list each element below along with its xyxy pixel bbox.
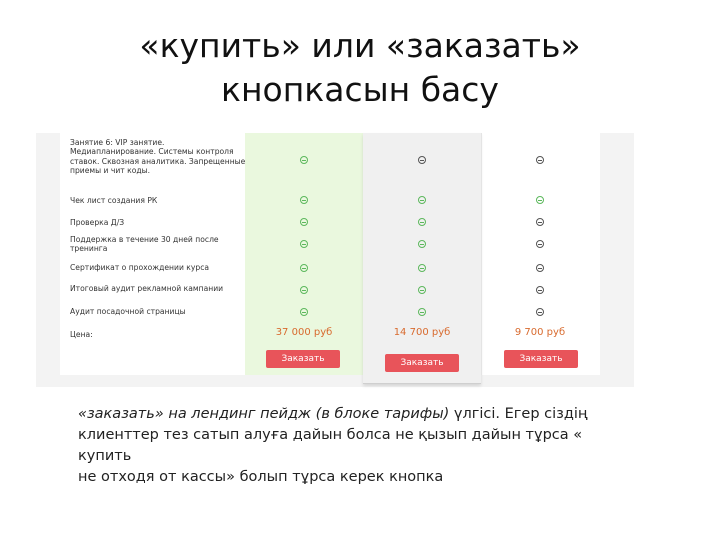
slide-title-line-1: «купить» или «заказать» xyxy=(139,26,581,65)
feature-label: Сертификат о прохождении курса xyxy=(70,263,210,272)
included-icon xyxy=(418,264,426,272)
feature-label: Занятие 6: VIP занятие. Медиапланирование. Системы контроля ставок. Сквозная аналитика. Запрещенные приемы и чит коды. xyxy=(70,138,246,176)
included-icon xyxy=(300,240,308,248)
tariff-column-2-bg xyxy=(363,133,481,384)
price-tariff-2: 14 700 руб xyxy=(393,327,451,338)
included-icon xyxy=(300,286,308,294)
feature-label: Итоговый аудит рекламной кампании xyxy=(70,284,224,293)
included-icon xyxy=(536,196,544,204)
included-icon xyxy=(300,218,308,226)
tariff-column-1-bg xyxy=(245,133,363,375)
not-included-icon xyxy=(536,156,544,164)
price-tariff-1: 37 000 руб xyxy=(275,327,333,338)
not-included-icon xyxy=(536,264,544,272)
price-label: Цена: xyxy=(70,330,93,339)
feature-label: Поддержка в течение 30 дней после тренинга xyxy=(70,235,219,254)
caption-line-2: клиенттер тез сатып алуға дайын болса не қызып дайын тұрса « купить xyxy=(78,427,583,464)
column-divider xyxy=(481,133,482,375)
included-icon xyxy=(418,286,426,294)
feature-label: Аудит посадочной страницы xyxy=(70,307,186,316)
included-icon xyxy=(418,308,426,316)
caption-italic: «заказать» на лендинг пейдж (в блоке тарифы) xyxy=(78,406,450,422)
included-icon xyxy=(418,196,426,204)
included-icon xyxy=(300,308,308,316)
price-tariff-3: 9 700 руб xyxy=(514,327,566,338)
slide-title xyxy=(60,24,660,112)
included-icon xyxy=(418,218,426,226)
not-included-icon xyxy=(536,240,544,248)
caption-line-3: не отходя от кассы» болып тұрса керек кнопка xyxy=(78,469,444,485)
included-icon xyxy=(300,196,308,204)
slide-title-line-2: кнопкасын басу xyxy=(221,70,499,109)
order-button-tariff-3[interactable]: Заказать xyxy=(504,350,578,368)
order-button-tariff-2[interactable]: Заказать xyxy=(385,354,459,372)
caption-line-1-rest: үлгісі. Егер сіздің xyxy=(449,406,588,422)
not-included-icon xyxy=(536,308,544,316)
slide-caption xyxy=(78,404,638,488)
not-included-icon xyxy=(536,218,544,226)
order-button-tariff-1[interactable]: Заказать xyxy=(266,350,340,368)
not-included-icon xyxy=(536,286,544,294)
included-icon xyxy=(300,264,308,272)
not-included-icon xyxy=(418,156,426,164)
included-icon xyxy=(418,240,426,248)
included-icon xyxy=(300,156,308,164)
feature-label: Чек лист создания РК xyxy=(70,196,158,205)
feature-label: Проверка Д/З xyxy=(70,218,125,227)
